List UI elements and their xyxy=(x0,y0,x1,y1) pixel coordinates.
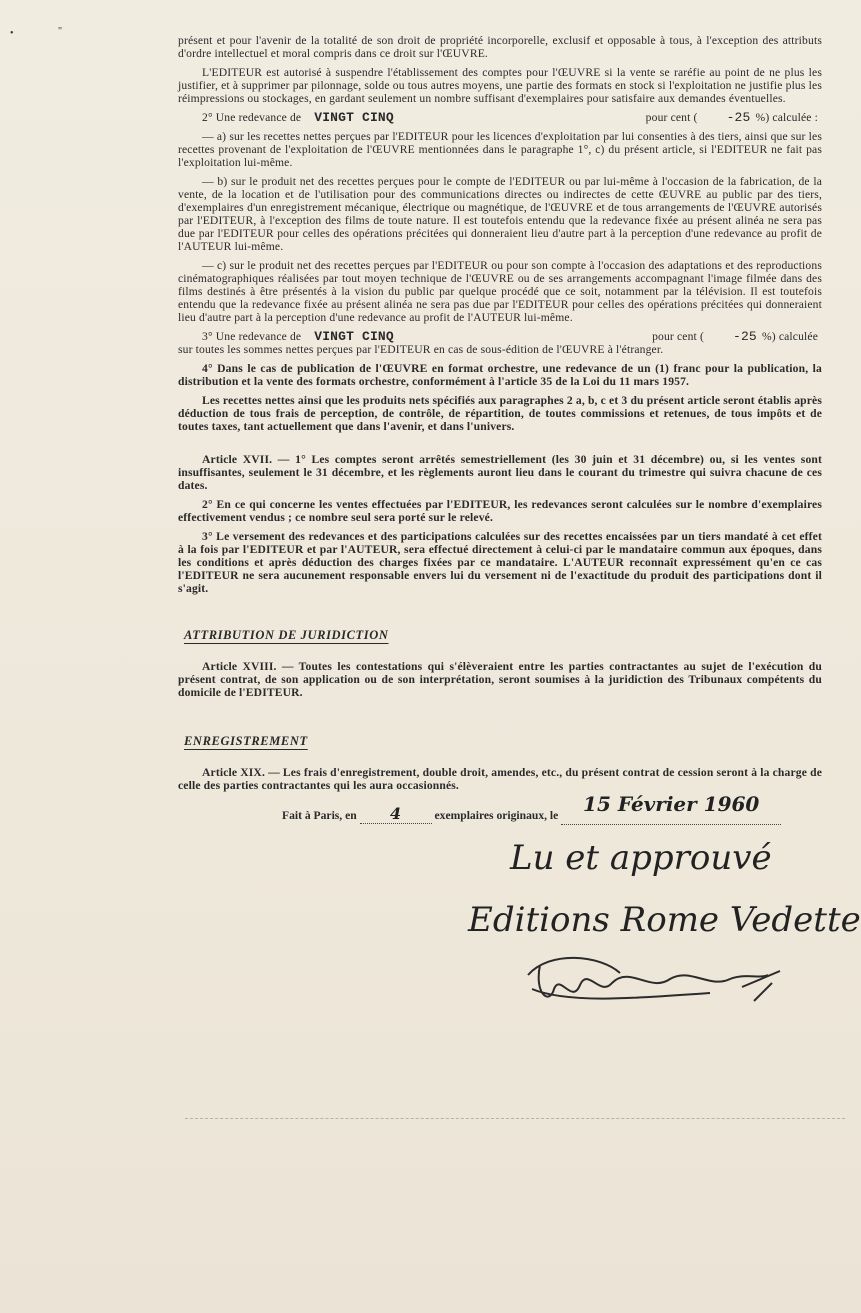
margin-mark-left: • xyxy=(10,28,14,39)
royalty-3-amount: VINGT CINQ xyxy=(314,329,394,344)
copies-count-field: 4 xyxy=(360,804,432,824)
royalty-2-amount: VINGT CINQ xyxy=(314,110,394,125)
contract-body xyxy=(178,34,822,798)
paragraph-4: 4° Dans le cas de publication de l'ŒUVRE en format orchestre, une redevance de un (1) franc pour la publication, la distribution et la vente des formats orchestre, conformément à l'article 35 de la Loi du 11 mars 1957. xyxy=(178,362,822,388)
royalty-2-percent: -25 xyxy=(726,110,751,125)
signature-scribble xyxy=(510,945,790,1015)
exemplaires-label: exemplaires originaux, le xyxy=(434,809,559,822)
royalty-2-prefix: 2° Une redevance de xyxy=(202,111,302,124)
signature-line xyxy=(282,792,781,825)
section-attribution-juridiction: ATTRIBUTION DE JURIDICTION xyxy=(184,628,389,642)
royalty-2-pour: pour cent ( xyxy=(645,111,698,124)
article-17-3: 3° Le versement des redevances et des participations calculées sur des recettes encaissées par un tiers mandaté à cet effet à la fois par l'EDITEUR et par l'AUTEUR, sera effectué directement à celui-ci par le mandataire commun aux époques, dans les conditions et après déduction des charges fixées par ce mandataire. L'AUTEUR reconnaît expressément qu'en ce cas l'EDITEUR ne sera aucunement responsable envers lui du versement ni de l'exactitude du produit des participations dont il s'agit. xyxy=(178,530,822,595)
paragraph-2b: — b) sur le produit net des recettes perçues pour le compte de l'EDITEUR ou par lui-même à l'occasion de la fabrication, de la vente, de la location et de l'utilisation pour des communications directes ou indirectes de cette ŒUVRE au public par des tiers, d'exemplaires d'un enregistrement mécanique, électrique ou magnétique, de l'ŒUVRE et de tous arrangements de l'ŒUVRE autorisés par l'EDITEUR, à l'exception des films de toute nature. Il est toutefois entendu que la redevance fixée au présent alinéa ne sera pas due par l'EDITEUR pour celles des opérations précitées qui donneraient lieu d'autre part à la perception d'une redevance au profit de l'AUTEUR lui-même. xyxy=(178,175,822,253)
section-enregistrement: ENREGISTREMENT xyxy=(184,734,308,748)
article-18: Article XVIII. — Toutes les contestations qui s'élèveraient entre les parties contractantes au sujet de l'exécution du présent contrat, de son application ou de son interprétation, seront soumises à la juridiction des Tribunaux compétents du domicile de l'EDITEUR. xyxy=(178,660,822,699)
bottom-divider xyxy=(185,1118,845,1119)
paragraph-continuation: présent et pour l'avenir de la totalité de son droit de propriété incorporelle, exclusif et opposable à tous, à l'exception des attributs d'ordre intellectuel et moral compris dans ce droit sur l'ŒUVRE. xyxy=(178,34,822,60)
margin-mark-right: " xyxy=(58,26,63,37)
fait-label: Fait à Paris, en xyxy=(282,809,357,822)
paragraph-net-receipts: Les recettes nettes ainsi que les produits nets spécifiés aux paragraphes 2 a, b, c et 3 du présent article seront établis après déduction de tous frais de perception, de contrôle, de répartition, de toutes commissions et retenues, de tous impôts et de toutes taxes, tant actuellement que dans l'avenir, et dans l'univers. xyxy=(178,394,822,433)
article-19: Article XIX. — Les frais d'enregistrement, double droit, amendes, etc., du présent contrat de cession seront à la charge de celle des parties contractantes qui les aura occasionnés. xyxy=(178,766,822,792)
paragraph-2c: — c) sur le produit net des recettes perçues par l'EDITEUR ou pour son compte à l'occasion des adaptations et des reproductions cinématographiques réalisées par tout moyen technique de l'ŒUVRE ou de ses arrangements accompagnant l'image filmée dans des films destinés à être présentés à la vision du public par quelque procédé que ce soit, notamment par la télévision. Il est toutefois entendu que la redevance fixée au présent alinéa ne sera pas due par l'EDITEUR pour celles des opérations précitées qui donneraient lieu d'autre part à la perception d'une redevance au profit de l'AUTEUR lui-même. xyxy=(178,259,822,324)
royalty-3-percent: -25 xyxy=(733,329,757,344)
royalty-2-suffix: %) calculée : xyxy=(755,111,818,124)
handwritten-editeur: Editions Rome Vedette xyxy=(468,900,861,940)
royalty-3-line xyxy=(178,330,822,343)
paragraph-suspension: L'EDITEUR est autorisé à suspendre l'établissement des comptes pour l'ŒUVRE si la vente se raréfie au point de ne plus les justifier, et à supprimer par pilonnage, solde ou tous autres moyens, une partie des formats en stock si l'exploitation ne justifie plus les réimpressions ou stockages, en gardant seulement un nombre suffisant d'exemplaires pour satisfaire aux demandes éventuelles. xyxy=(178,66,822,105)
royalty-3-prefix: 3° Une redevance de xyxy=(202,330,302,343)
article-17-2: 2° En ce qui concerne les ventes effectuées par l'EDITEUR, les redevances seront calculées sur le nombre d'exemplaires effectivement vendus ; ce nombre seul sera porté sur le relevé. xyxy=(178,498,822,524)
handwritten-lu-approuve: Lu et approuvé xyxy=(510,838,772,878)
royalty-3-suffix: %) calculée xyxy=(761,330,818,343)
royalty-3-pour: pour cent ( xyxy=(652,330,704,343)
date-field: 15 Février 1960 xyxy=(561,800,781,825)
article-17: Article XVII. — 1° Les comptes seront arrêtés semestriellement (les 30 juin et 31 décembre) ou, si les ventes sont insuffisantes, seulement le 31 décembre, et les règlements auront lieu dans le courant du trimestre qui suivra chacune de ces dates. xyxy=(178,453,822,492)
royalty-3-rest: sur toutes les sommes nettes perçues par l'EDITEUR en cas de sous-édition de l'ŒUVRE à l'étranger. xyxy=(178,343,664,356)
royalty-2-line xyxy=(178,111,822,124)
paragraph-2a: — a) sur les recettes nettes perçues par l'EDITEUR pour les licences d'exploitation par lui consenties à des tiers, ainsi que sur les recettes provenant de l'exploitation de l'ŒUVRE mentionnées dans le paragraphe 1°, c) du présent article, si l'EDITEUR ne fait pas l'exploitation lui-même. xyxy=(178,130,822,169)
